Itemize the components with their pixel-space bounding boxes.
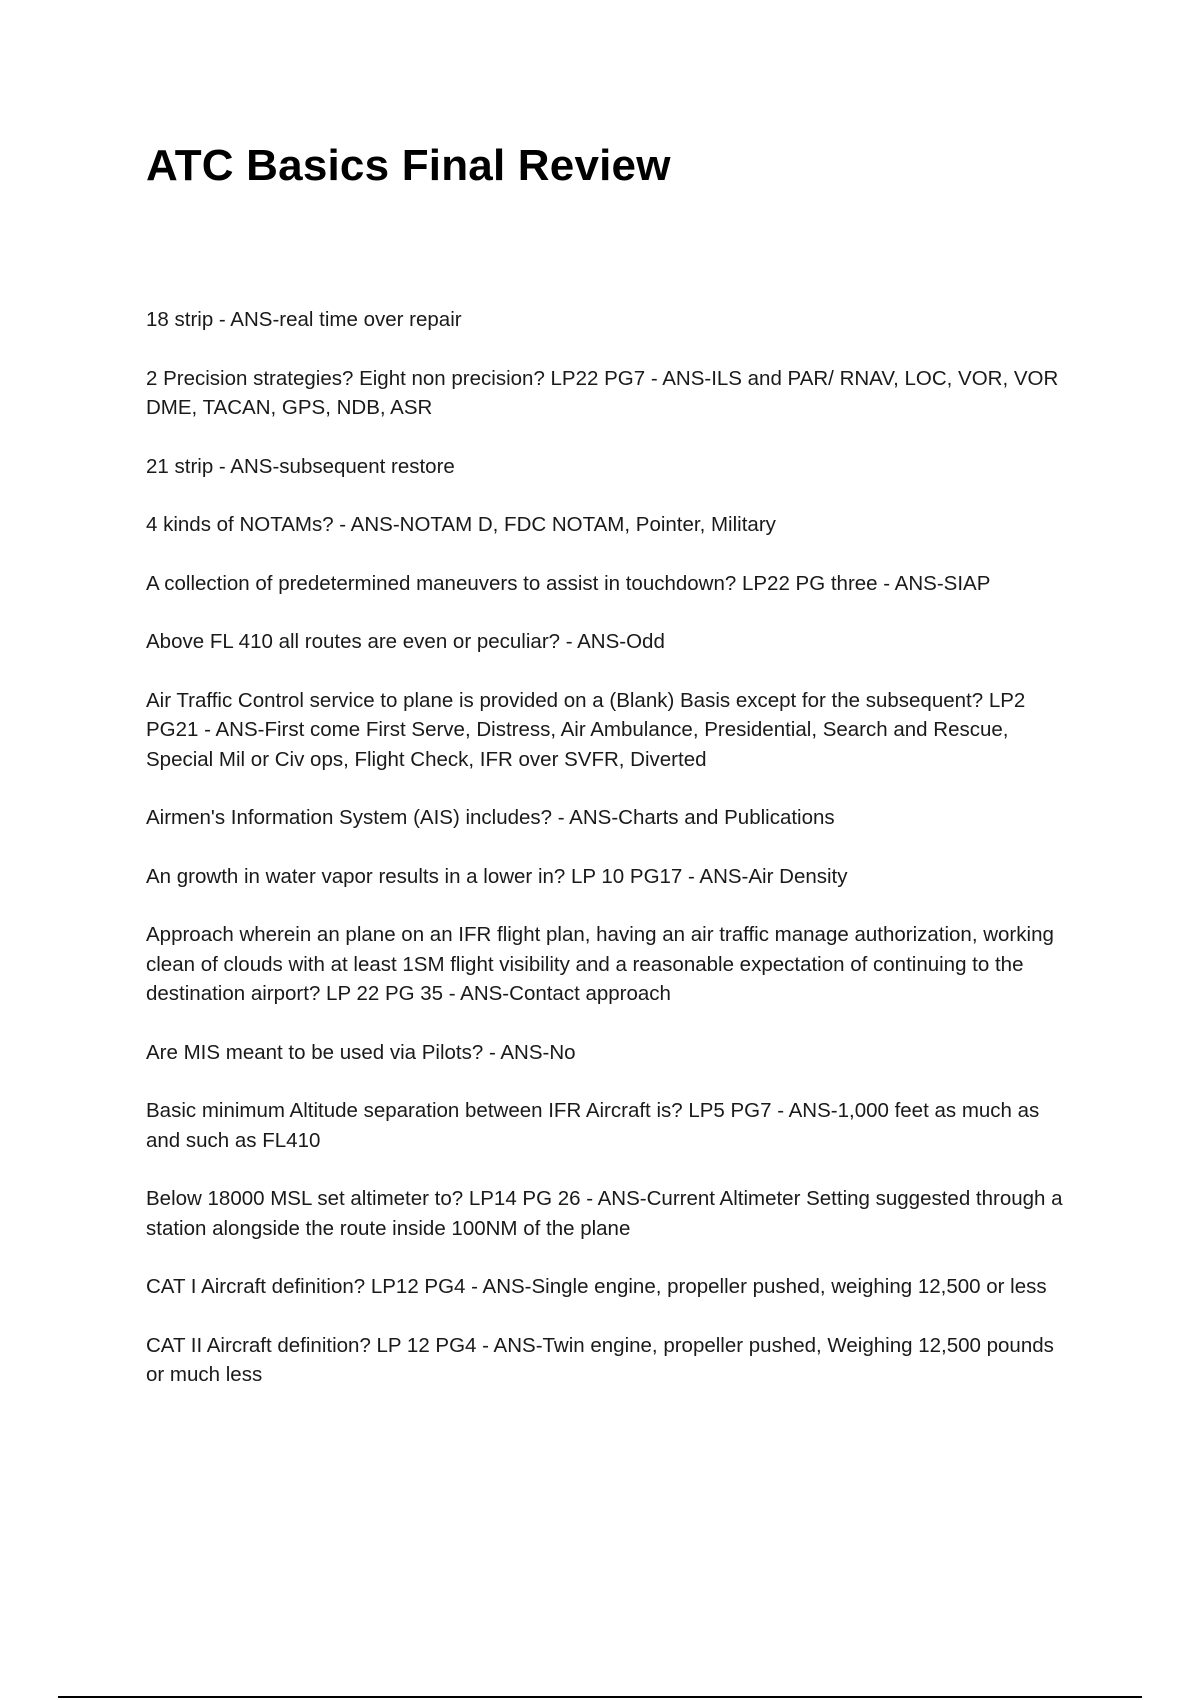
qa-item: Air Traffic Control service to plane is provided on a (Blank) Basis except for the subsequent? LP2 PG21 - ANS-First come First Serve, Distress, Air Ambulance, Presidential, Search and Rescue, Special Mil or Civ ops, Flight Check, IFR over SVFR, Diverted — [146, 688, 1026, 771]
qa-item: Approach wherein an plane on an IFR flight plan, having an air traffic manage authorization, working clean of clouds with at least 1SM flight visibility and a reasonable expectation of continuing to the destination airport? LP 22 PG 35 - ANS-Contact approach — [146, 923, 1054, 1005]
qa-item: Above FL 410 all routes are even or peculiar? - ANS-Odd — [146, 630, 665, 653]
qa-item: 18 strip - ANS-real time over repair — [146, 308, 462, 331]
qa-item: Below 18000 MSL set altimeter to? LP14 PG 26 - ANS-Current Altimeter Setting suggested through a station alongside the route inside 100NM of the plane — [146, 1187, 1063, 1240]
footer-divider — [58, 1696, 1142, 1698]
qa-item: An growth in water vapor results in a lower in? LP 10 PG17 - ANS-Air Density — [146, 864, 848, 888]
qa-item: Airmen's Information System (AIS) includes? - ANS-Charts and Publications — [146, 806, 835, 829]
qa-item: Basic minimum Altitude separation between IFR Aircraft is? LP5 PG7 - ANS-1,000 feet as much as and such as FL410 — [146, 1099, 1040, 1152]
qa-list — [146, 305, 1066, 1419]
qa-item: Are MIS meant to be used via Pilots? - ANS-No — [146, 1040, 576, 1064]
qa-item: CAT II Aircraft definition? LP 12 PG4 - ANS-Twin engine, propeller pushed, Weighing 12,500 pounds or much less — [146, 1333, 1054, 1386]
qa-item: A collection of predetermined maneuvers to assist in touchdown? LP22 PG three - ANS-SIAP — [146, 571, 991, 595]
qa-item: 4 kinds of NOTAMs? - ANS-NOTAM D, FDC NOTAM, Pointer, Military — [146, 513, 776, 536]
qa-item: CAT I Aircraft definition? LP12 PG4 - ANS-Single engine, propeller pushed, weighing 12,500 or less — [146, 1275, 1047, 1298]
document-title: ATC Basics Final Review — [146, 141, 671, 190]
qa-item: 2 Precision strategies? Eight non precision? LP22 PG7 - ANS-ILS and PAR/ RNAV, LOC, VOR, VOR DME, TACAN, GPS, NDB, ASR — [146, 366, 1059, 419]
qa-item: 21 strip - ANS-subsequent restore — [146, 454, 455, 478]
